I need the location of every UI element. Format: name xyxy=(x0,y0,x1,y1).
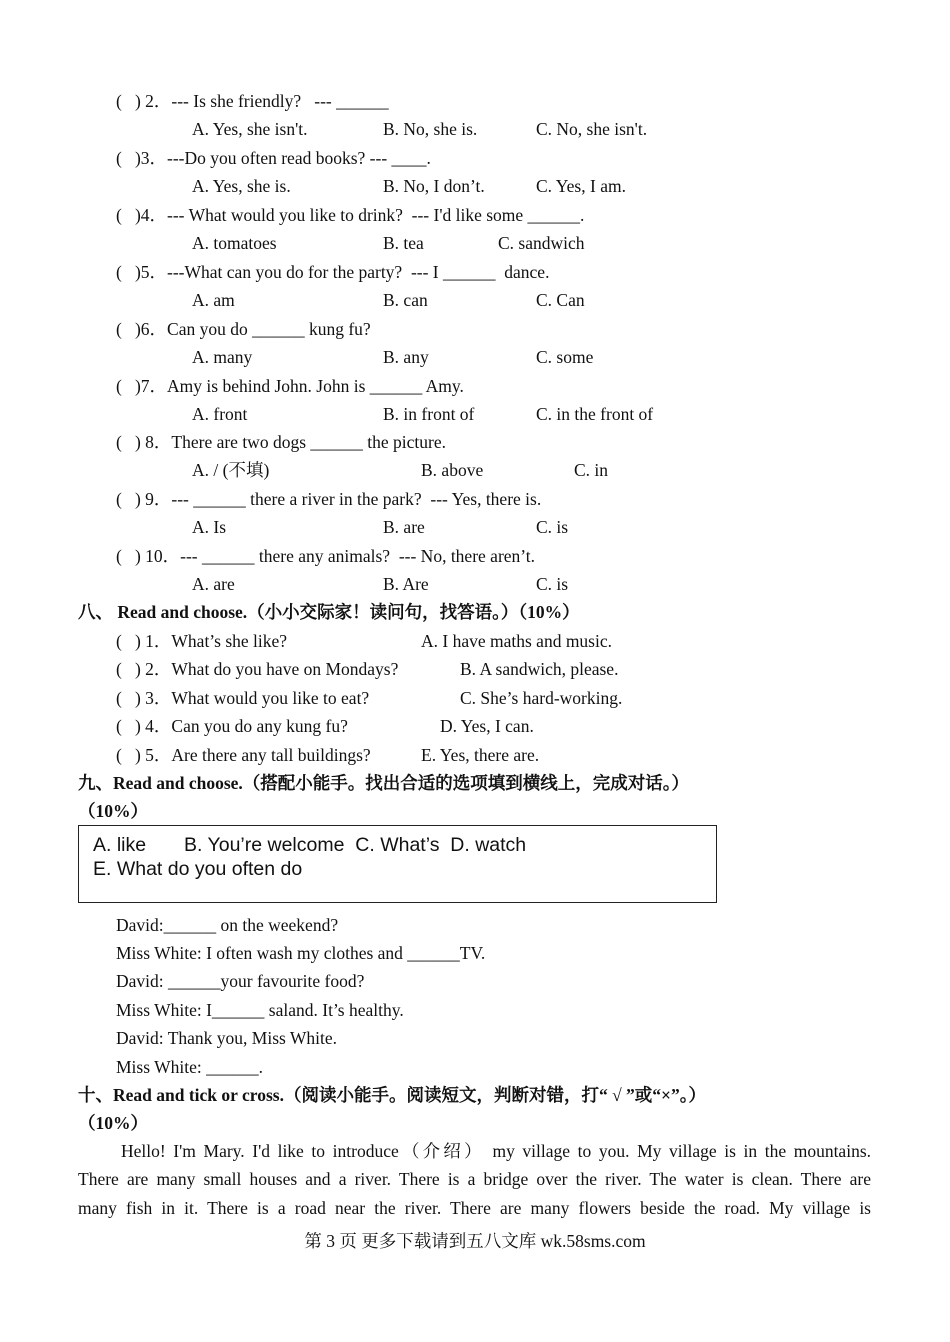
q7-option-c: C. in the front of xyxy=(536,404,654,424)
page-footer: 第 3 页 更多下载请到五八文库 wk.58sms.com xyxy=(304,1231,646,1251)
q4-option-b: B. tea xyxy=(383,233,424,253)
dialogue-line-2: Miss White: I often wash my clothes and ______TV. xyxy=(116,943,486,963)
q7-option-b: B. in front of xyxy=(383,404,475,424)
q5-option-a: A. am xyxy=(192,290,235,310)
s8-answer-e: E. Yes, there are. xyxy=(421,745,540,765)
q10-option-c: C. is xyxy=(536,574,569,594)
dialogue-line-5: David: Thank you, Miss White. xyxy=(116,1028,338,1048)
section-9-heading: 九、Read and choose.（搭配小能手。找出合适的选项填到横线上，完成对话。） xyxy=(78,773,690,793)
passage-line-3: many fish in it. There is a road near the river. There are many flowers beside the road. My village is xyxy=(78,1198,871,1218)
question-7: ( )7．Amy is behind John. John is ______ Amy. xyxy=(116,376,464,396)
s8-answer-b: B. A sandwich, please. xyxy=(460,659,619,679)
q2-option-b: B. No, she is. xyxy=(383,119,478,139)
q8-option-c: C. in xyxy=(574,460,609,480)
q7-option-a: A. front xyxy=(192,404,248,424)
q3-option-b: B. No, I don’t. xyxy=(383,176,485,196)
question-9: ( ) 9．--- ______ there a river in the park? --- Yes, there is. xyxy=(116,489,542,509)
passage-line-2: There are many small houses and a river. There is a bridge over the river. The water is clean. There are xyxy=(78,1169,871,1189)
q4-option-c: C. sandwich xyxy=(498,233,585,253)
s8-answer-d: D. Yes, I can. xyxy=(440,716,534,736)
dialogue-line-1: David:______ on the weekend? xyxy=(116,915,339,935)
q6-option-b: B. any xyxy=(383,347,429,367)
dialogue-line-6: Miss White: ______. xyxy=(116,1057,263,1077)
s8-question-5: ( ) 5．Are there any tall buildings? xyxy=(116,745,371,765)
s8-answer-a: A. I have maths and music. xyxy=(421,631,612,651)
s8-answer-c: C. She’s hard-working. xyxy=(460,688,623,708)
q10-option-a: A. are xyxy=(192,574,235,594)
q4-option-a: A. tomatoes xyxy=(192,233,277,253)
dialogue-line-3: David: ______your favourite food? xyxy=(116,971,365,991)
q5-option-c: C. Can xyxy=(536,290,585,310)
options-box-line-2: E. What do you often do xyxy=(93,858,303,880)
options-box xyxy=(78,825,717,903)
question-3: ( )3．---Do you often read books? --- ____. xyxy=(116,148,431,168)
question-2: ( ) 2．--- Is she friendly? --- ______ xyxy=(116,91,389,111)
section-9-percent: （10%） xyxy=(78,801,148,821)
s8-question-2: ( ) 2．What do you have on Mondays? xyxy=(116,659,399,679)
q9-option-a: A. Is xyxy=(192,517,227,537)
q2-option-a: A. Yes, she isn't. xyxy=(192,119,308,139)
question-8: ( ) 8．There are two dogs ______ the picture. xyxy=(116,432,446,452)
q9-option-c: C. is xyxy=(536,517,569,537)
options-box-line-1: A. like B. You’re welcome C. What’s D. watch xyxy=(93,834,527,856)
q3-option-c: C. Yes, I am. xyxy=(536,176,626,196)
q3-option-a: A. Yes, she is. xyxy=(192,176,291,196)
q10-option-b: B. Are xyxy=(383,574,429,594)
question-6: ( )6．Can you do ______ kung fu? xyxy=(116,319,371,339)
section-10-heading: 十、Read and tick or cross.（阅读小能手。阅读短文，判断对错，打“ √ ”或“×”。） xyxy=(78,1085,707,1105)
s8-question-1: ( ) 1．What’s she like? xyxy=(116,631,288,651)
question-10: ( ) 10．--- ______ there any animals? --- No, there aren’t. xyxy=(116,546,536,566)
dialogue-line-4: Miss White: I______ saland. It’s healthy. xyxy=(116,1000,404,1020)
s8-question-4: ( ) 4．Can you do any kung fu? xyxy=(116,716,348,736)
question-5: ( )5．---What can you do for the party? --- I ______ dance. xyxy=(116,262,550,282)
q6-option-a: A. many xyxy=(192,347,253,367)
section-10-percent: （10%） xyxy=(78,1113,148,1133)
q8-option-a: A. / (不填) xyxy=(192,460,270,480)
q6-option-c: C. some xyxy=(536,347,594,367)
q2-option-c: C. No, she isn't. xyxy=(536,119,648,139)
q8-option-b: B. above xyxy=(421,460,484,480)
passage-line-1: Hello! I'm Mary. I'd like to introduce（介绍） my village to you. My village is in the mountains. xyxy=(121,1141,871,1161)
section-8-heading: 八、 Read and choose.（小小交际家！读问句，找答语。）（10%） xyxy=(78,602,580,622)
s8-question-3: ( ) 3．What would you like to eat? xyxy=(116,688,370,708)
q9-option-b: B. are xyxy=(383,517,425,537)
question-4: ( )4．--- What would you like to drink? --- I'd like some ______. xyxy=(116,205,585,225)
q5-option-b: B. can xyxy=(383,290,428,310)
